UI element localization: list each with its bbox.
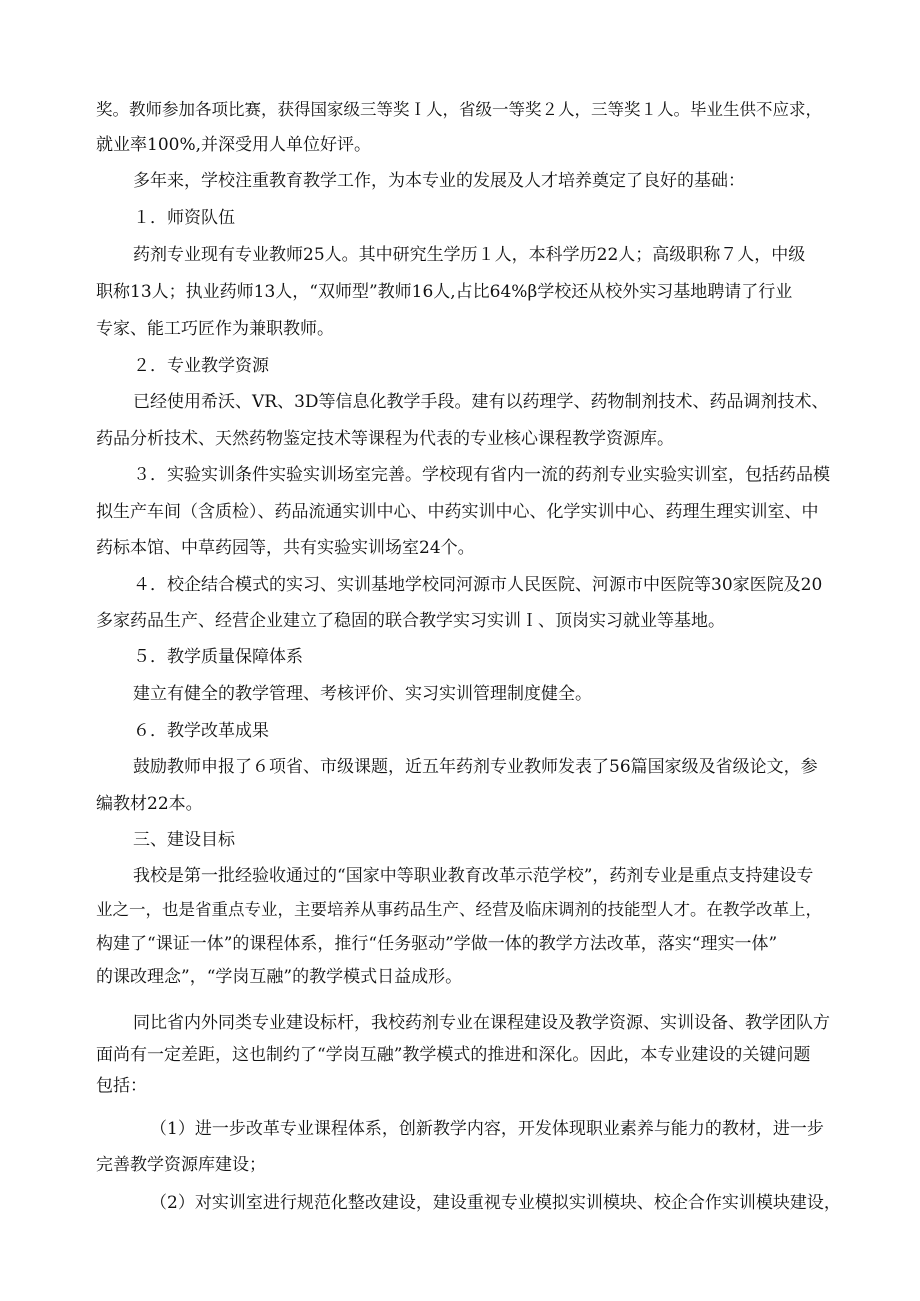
text-line: 包括： <box>96 1076 147 1096</box>
text-line: 药剂专业现有专业教师25人。其中研究生学历１人，本科学历22人；高级职称７人，中级 <box>133 245 806 265</box>
text-line: 拟生产车间（含质检）、药品流通实训中心、中药实训中心、化学实训中心、药理生理实训室、中 <box>96 502 819 522</box>
text-line: 面尚有一定差距，这也制约了“学岗互融”教学模式的推进和深化。因此，本专业建设的关键问题 <box>96 1045 811 1065</box>
text-line: 就业率100%,并深受用人单位好评。 <box>96 135 372 155</box>
text-line: 多家药品生产、经营企业建立了稳固的联合教学实习实训Ｉ、顶岗实习就业等基地。 <box>96 611 725 631</box>
text-line: 多年来，学校注重教育教学工作，为本专业的发展及人才培养奠定了良好的基础： <box>133 171 745 191</box>
list-item: （1）进一步改革专业课程体系，创新教学内容，开发体现职业素养与能力的教材，进一步 <box>150 1119 824 1139</box>
text-line: 编教材22本。 <box>96 794 203 814</box>
section-heading: ５．教学质量保障体系 <box>133 647 303 667</box>
text-line: 鼓励教师申报了６项省、市级课题，近五年药剂专业教师发表了56篇国家级及省级论文，参 <box>133 757 818 777</box>
text-line: 奖。教师参加各项比赛，获得国家级三等奖Ｉ人，省级一等奖２人，三等奖１人。毕业生供不应求， <box>96 100 822 119</box>
section-heading: 三、建设目标 <box>133 830 235 850</box>
text-line: 业之一，也是省重点专业，主要培养从事药品生产、经营及临床调剂的技能型人才。在教学改革上， <box>96 900 822 919</box>
text-line: 构建了“课证一体”的课程体系，推行“任务驱动”学做一体的教学方法改革，落实“理实一体” <box>96 934 778 954</box>
section-heading: ３．实验实训条件实验实训场室完善。学校现有省内一流的药剂专业实验实训室，包括药品模 <box>133 465 830 485</box>
text-line: 同比省内外同类专业建设标杆，我校药剂专业在课程建设及教学资源、实训设备、教学团队方 <box>133 1013 830 1033</box>
list-item: （2）对实训室进行规范化整改建设，建设重视专业模拟实训模块、校企合作实训模块建设， <box>150 1193 841 1213</box>
text-line: 药标本馆、中草药园等，共有实验实训场室24个。 <box>96 538 475 558</box>
text-line: 的课改理念”，“学岗互融”的教学模式日益成形。 <box>96 967 463 987</box>
section-heading: ２．专业教学资源 <box>133 356 269 376</box>
section-heading: ６．教学改革成果 <box>133 721 269 741</box>
text-line: 职称13人；执业药师13人，“双师型”教师16人,占比64%β学校还从校外实习基地聘请了行业 <box>96 282 793 302</box>
section-heading: １．师资队伍 <box>133 208 235 228</box>
section-heading: ４．校企结合模式的实习、实训基地学校同河源市人民医院、河源市中医院等30家医院及20 <box>133 575 823 595</box>
text-line: 专家、能工巧匠作为兼职教师。 <box>96 319 334 339</box>
text-line: 我校是第一批经验收通过的“国家中等职业教育改革示范学校”，药剂专业是重点支持建设专 <box>133 866 814 886</box>
text-line: 完善教学资源库建设； <box>96 1155 266 1175</box>
text-line: 建立有健全的教学管理、考核评价、实习实训管理制度健全。 <box>133 684 592 704</box>
text-line: 药品分析技术、天然药物鉴定技术等课程为代表的专业核心课程教学资源库。 <box>96 429 674 449</box>
text-line: 已经使用希沃、VR、3D等信息化教学手段。建有以药理学、药物制剂技术、药品调剂技术、 <box>133 392 829 412</box>
